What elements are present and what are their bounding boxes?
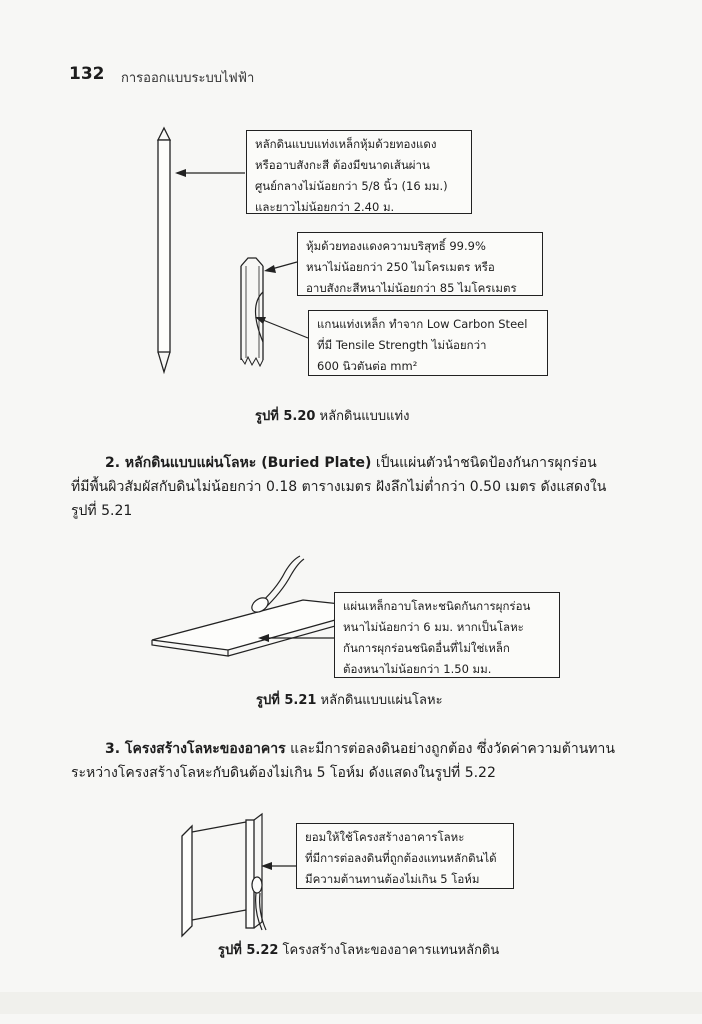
- section-3-heading: 3. โครงสร้างโลหะของอาคาร: [105, 741, 286, 757]
- rod-desc-line-2: หรืออาบสังกะสี ต้องมีขนาดเส้นผ่าน: [255, 158, 430, 172]
- figure-5-21-label: รูปที่ 5.21: [256, 693, 317, 708]
- page-bottom-edge: [0, 992, 702, 1014]
- figure-5-21-title: หลักดินแบบแผ่นโลหะ: [320, 693, 443, 708]
- core-line-3: 600 นิวตันต่อ mm²: [317, 359, 418, 373]
- section-2-line-3: รูปที่ 5.21: [71, 503, 133, 519]
- rod-desc-line-4: และยาวไม่น้อยกว่า 2.40 ม.: [255, 200, 395, 214]
- steel-column-illustration: [182, 814, 262, 936]
- section-3-line-1: และมีการต่อลงดินอย่างถูกต้อง ซึ่งวัดค่าความต้านทาน: [285, 741, 615, 757]
- page-number: 132: [69, 64, 105, 84]
- coating-line-1: หุ้มด้วยทองแดงความบริสุทธิ์ 99.9%: [306, 239, 486, 253]
- plate-line-1: แผ่นเหล็กอาบโลหะชนิดกันการผุกร่อน: [343, 599, 531, 613]
- running-header-title: การออกแบบระบบไฟฟ้า: [121, 71, 255, 86]
- figure-5-22-title: โครงสร้างโลหะของอาคารแทนหลักดิน: [282, 943, 500, 958]
- building-structure-description-box: [296, 823, 514, 889]
- section-2-line-2: ที่มีพื้นผิวสัมผัสกับดินไม่น้อยกว่า 0.18 ตารางเมตร ฝังลึกไม่ต่ำกว่า 0.50 เมตร ดังแสดงใน: [71, 479, 607, 495]
- coating-line-2: หนาไม่น้อยกว่า 250 ไมโครเมตร หรือ: [306, 260, 495, 274]
- structure-line-3: มีความต้านทานต้องไม่เกิน 5 โอห์ม: [305, 872, 480, 886]
- section-3-line-2: ระหว่างโครงสร้างโลหะกับดินต้องไม่เกิน 5 โอห์ม ดังแสดงในรูปที่ 5.22: [71, 765, 496, 781]
- figure-5-20-label: รูปที่ 5.20: [255, 409, 316, 424]
- rod-desc-line-1: หลักดินแบบแท่งเหล็กหุ้มด้วยทองแดง: [255, 137, 437, 151]
- section-2-line-1: เป็นแผ่นตัวนำชนิดป้องกันการผุกร่อน: [371, 455, 597, 471]
- plate-line-4: ต้องหนาไม่น้อยกว่า 1.50 มม.: [343, 662, 492, 676]
- plate-line-3: กันการผุกร่อนชนิดอื่นที่ไม่ใช่เหล็ก: [343, 641, 510, 655]
- structure-line-2: ที่มีการต่อลงดินที่ถูกต้องแทนหลักดินได้: [305, 851, 497, 865]
- core-line-1: แกนแท่งเหล็ก ทำจาก Low Carbon Steel: [317, 317, 528, 331]
- coating-line-3: อาบสังกะสีหนาไม่น้อยกว่า 85 ไมโครเมตร: [306, 281, 517, 295]
- figure-5-20-title: หลักดินแบบแท่ง: [319, 409, 410, 424]
- core-line-2: ที่มี Tensile Strength ไม่น้อยกว่า: [317, 338, 487, 352]
- rod-desc-line-3: ศูนย์กลางไม่น้อยกว่า 5/8 นิ้ว (16 มม.): [255, 179, 448, 193]
- structure-line-1: ยอมให้ใช้โครงสร้างอาคารโลหะ: [305, 830, 465, 844]
- figure-5-22-caption: [218, 939, 499, 960]
- figure-5-22-label: รูปที่ 5.22: [218, 943, 279, 958]
- section-2-heading: 2. หลักดินแบบแผ่นโลหะ (Buried Plate): [105, 455, 372, 471]
- plate-line-2: หนาไม่น้อยกว่า 6 มม. หากเป็นโลหะ: [343, 620, 524, 634]
